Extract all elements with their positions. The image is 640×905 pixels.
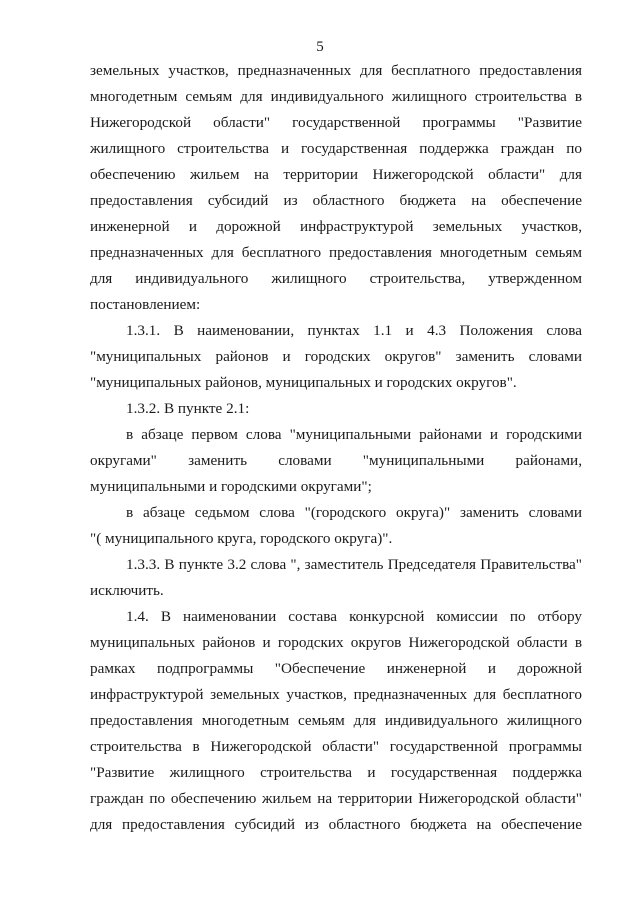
text-line: жилищного строительства и государственная поддержка граждан по: [90, 140, 582, 157]
text-line: 1.4. В наименовании состава конкурсной комиссии по отбору: [126, 608, 582, 625]
text-line: постановлением:: [90, 296, 201, 313]
text-line: 1.3.1. В наименовании, пунктах 1.1 и 4.3 Положения слова: [126, 322, 582, 339]
text-line: 1.3.3. В пункте 3.2 слова ", заместитель Председателя Правительства": [126, 556, 582, 573]
text-line: строительства в Нижегородской области" государственной программы: [90, 738, 582, 755]
text-line: "муниципальных районов, муниципальных и городских округов".: [90, 374, 517, 391]
text-line: Нижегородской области" государственной программы "Развитие: [90, 114, 582, 131]
text-line: граждан по обеспечению жильем на территории Нижегородской области": [90, 790, 582, 807]
text-line: для предоставления субсидий из областного бюджета на обеспечение: [90, 816, 582, 833]
text-line: многодетным семьям для индивидуального жилищного строительства в: [90, 88, 582, 105]
text-line: рамках подпрограммы "Обеспечение инженерной и дорожной: [90, 660, 582, 677]
text-line: "муниципальных районов и городских округов" заменить словами: [90, 348, 582, 365]
text-line: "Развитие жилищного строительства и государственная поддержка: [90, 764, 582, 781]
text-line: земельных участков, предназначенных для бесплатного предоставления: [90, 62, 582, 79]
text-line: в абзаце седьмом слова "(городского округа)" заменить словами: [126, 504, 582, 521]
text-line: предоставления многодетным семьям для индивидуального жилищного: [90, 712, 582, 729]
page-number: 5: [316, 39, 324, 55]
text-line: для индивидуального жилищного строительства, утвержденном: [90, 270, 582, 287]
text-line: муниципальными и городскими округами";: [90, 478, 372, 495]
text-line: исключить.: [90, 582, 164, 599]
document-body: [90, 58, 582, 838]
text-line: 1.3.2. В пункте 2.1:: [126, 400, 250, 417]
text-line: предоставления субсидий из областного бюджета на обеспечение: [90, 192, 582, 209]
text-line: обеспечению жильем на территории Нижегородской области" для: [90, 166, 582, 183]
text-line: муниципальных районов и городских округов Нижегородской области в: [90, 634, 582, 651]
text-line: в абзаце первом слова "муниципальными районами и городскими: [126, 426, 582, 443]
text-line: "( муниципального круга, городского округа)".: [90, 530, 393, 547]
text-line: инженерной и дорожной инфраструктурой земельных участков,: [90, 218, 582, 235]
text-line: округами" заменить словами "муниципальными районами,: [90, 452, 582, 469]
text-line: инфраструктурой земельных участков, предназначенных для бесплатного: [90, 686, 582, 703]
text-line: предназначенных для бесплатного предоставления многодетным семьям: [90, 244, 582, 261]
